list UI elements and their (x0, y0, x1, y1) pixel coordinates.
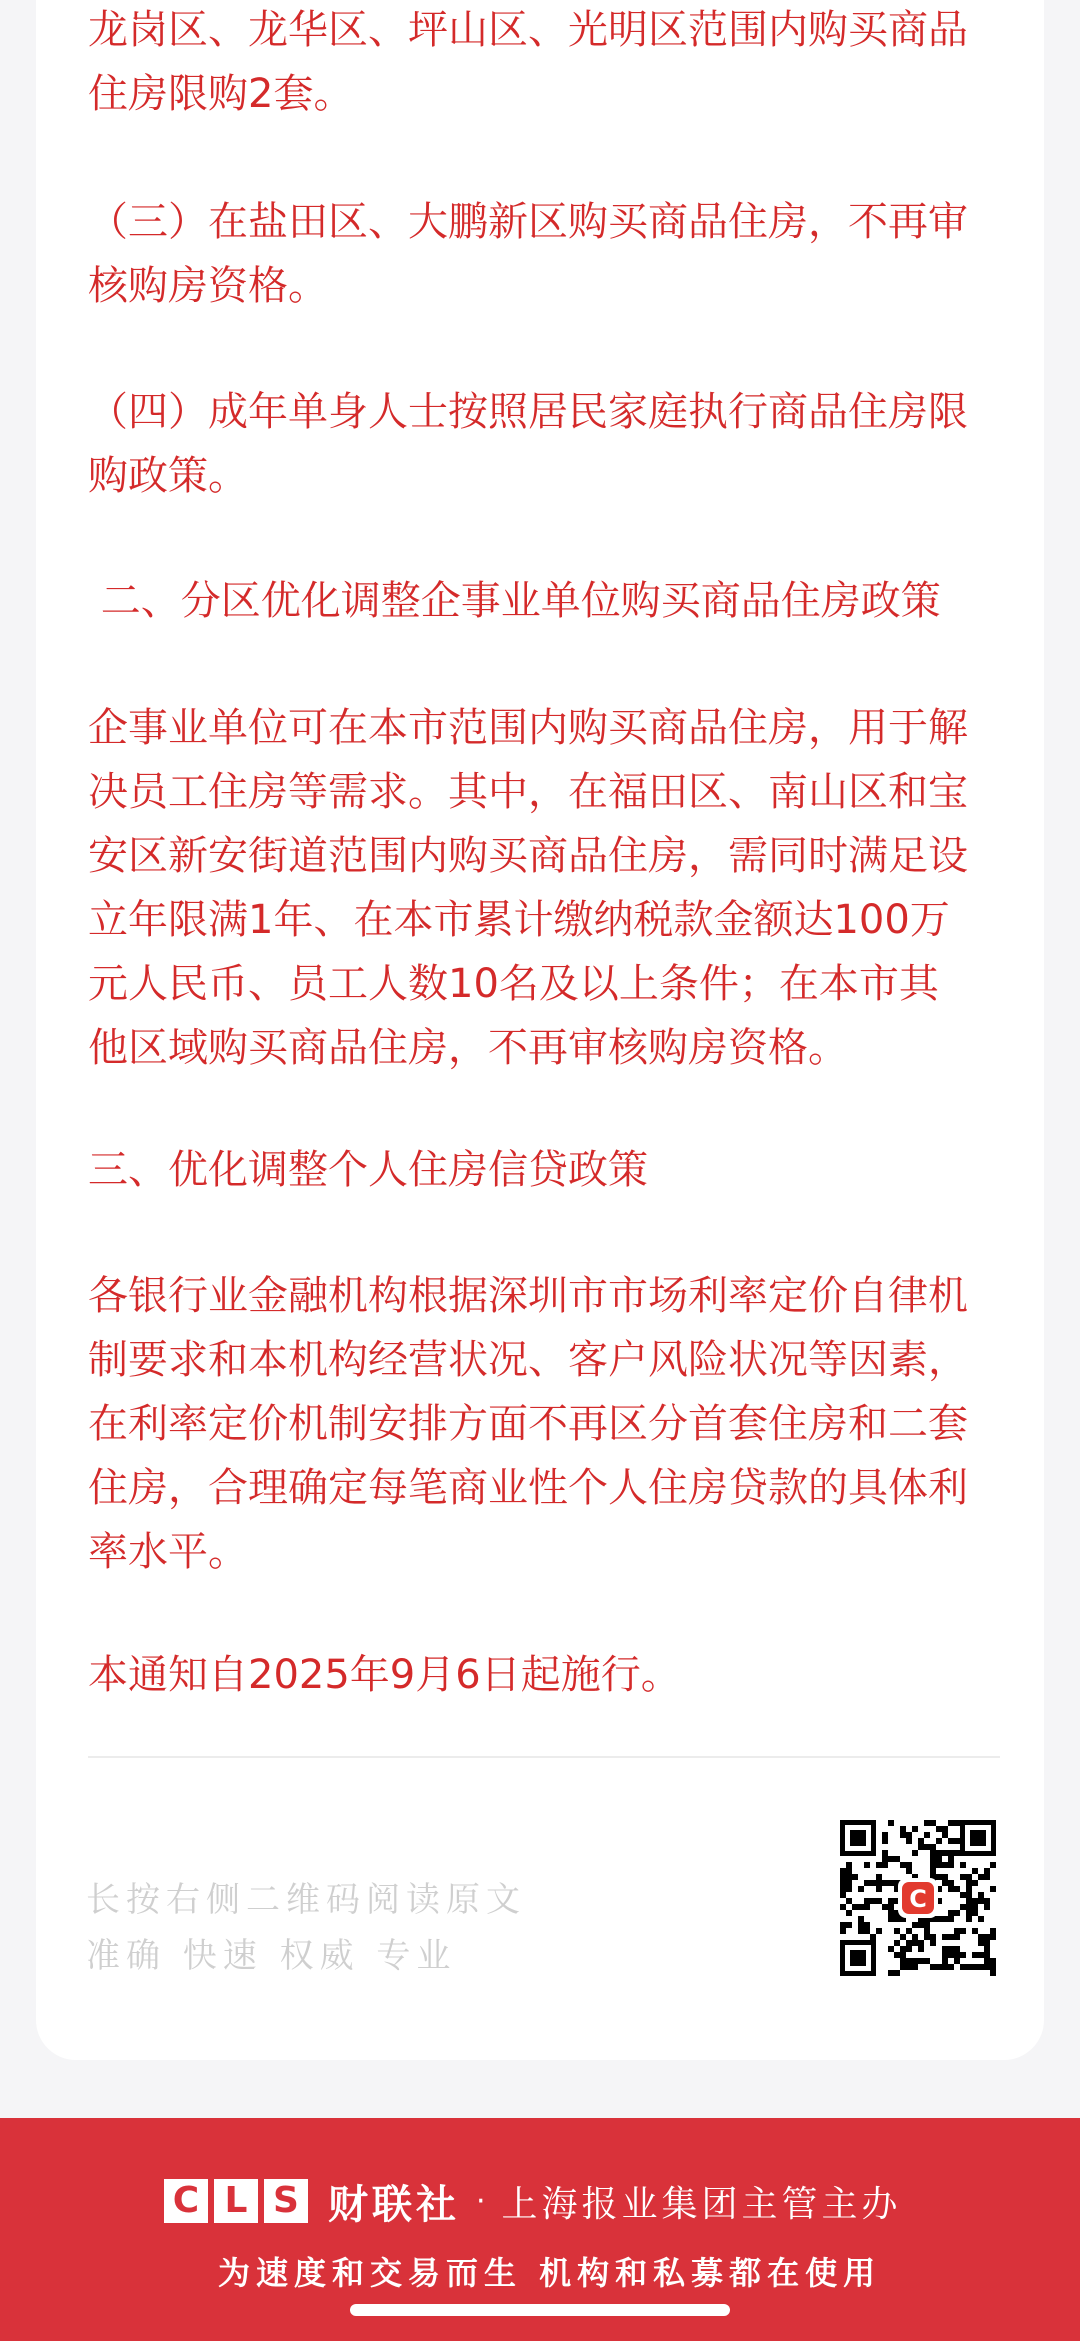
qr-module (906, 1838, 912, 1844)
qr-module (942, 1952, 948, 1958)
qr-module (966, 1880, 972, 1886)
qr-module (942, 1958, 948, 1964)
qr-module (972, 1910, 978, 1916)
qr-module (840, 1874, 846, 1880)
qr-module (882, 1832, 888, 1838)
qr-module (924, 1922, 930, 1928)
qr-module (948, 1886, 954, 1892)
qr-module (900, 1952, 906, 1958)
qr-module (972, 1928, 978, 1934)
qr-module (888, 1970, 894, 1976)
qr-module (906, 1832, 912, 1838)
qr-module (864, 1928, 870, 1934)
qr-module (858, 1922, 864, 1928)
qr-module (936, 1850, 942, 1856)
qr-module (942, 1880, 948, 1886)
qr-module (918, 1844, 924, 1850)
qr-module (912, 1958, 918, 1964)
qr-code-graphic (840, 1820, 996, 1976)
qr-module (888, 1946, 894, 1952)
cls-logo (164, 2179, 308, 2223)
qr-module (876, 1862, 882, 1868)
qr-module (984, 1952, 990, 1958)
qr-module (900, 1964, 906, 1970)
qr-module (900, 1832, 906, 1838)
qr-module (876, 1886, 882, 1892)
article-paragraph: （三）在盐田区、大鹏新区购买商品住房，不再审 核购房资格。 (88, 199, 968, 309)
home-indicator[interactable] (350, 2304, 730, 2316)
qr-module (960, 1964, 966, 1970)
qr-module (972, 1880, 978, 1886)
qr-module (882, 1904, 888, 1910)
qr-module (942, 1934, 948, 1940)
qr-module (978, 1892, 984, 1898)
qr-module (948, 1916, 954, 1922)
qr-module (972, 1952, 978, 1958)
qr-module (918, 1922, 924, 1928)
footer-divider (88, 1756, 1000, 1758)
qr-module (954, 1928, 960, 1934)
cls-logo-letter: S (264, 2179, 308, 2223)
qr-module (864, 1898, 870, 1904)
qr-module (960, 1952, 966, 1958)
qr-hint-text: 长按右侧二维码阅读原文 (86, 1880, 526, 1920)
article-paragraph: 企事业单位可在本市范围内购买商品住房，用于解 决员工住房等需求。其中，在福田区、南山区和宝 安区新安街道范围内购买商品住房，需同时满足设 立年限满1年、在本市累计缴纳税款金额达100万 元人民币、员工人数10名及以上条件；在本市其 他区域购买商品住房，不再审核购房资格。 (88, 705, 968, 1071)
qr-module (858, 1916, 864, 1922)
qr-module (978, 1874, 984, 1880)
qr-module (882, 1850, 888, 1856)
qr-module (840, 1868, 846, 1874)
qr-module (990, 1862, 996, 1868)
qr-module (984, 1946, 990, 1952)
qr-module (984, 1958, 990, 1964)
qr-module (924, 1844, 930, 1850)
qr-module (906, 1862, 912, 1868)
qr-module (960, 1904, 966, 1910)
qr-module (906, 1946, 912, 1952)
qr-module (930, 1820, 936, 1826)
qr-module (984, 1964, 990, 1970)
qr-module (948, 1952, 954, 1958)
qr-module (978, 1952, 984, 1958)
qr-module (846, 1886, 852, 1892)
cls-logo-letter: L (214, 2179, 258, 2223)
qr-module (972, 1898, 978, 1904)
qr-module (876, 1874, 882, 1880)
qr-module (912, 1964, 918, 1970)
qr-code-icon[interactable] (840, 1820, 996, 1976)
qr-module (906, 1928, 912, 1934)
qr-module (858, 1886, 864, 1892)
qr-module (984, 1904, 990, 1910)
qr-module (876, 1880, 882, 1886)
qr-module (888, 1904, 894, 1910)
qr-module (846, 1898, 852, 1904)
qr-module (918, 1940, 924, 1946)
qr-module (912, 1826, 918, 1832)
qr-module (846, 1880, 852, 1886)
qr-module (894, 1940, 900, 1946)
banner-slogan: 为速度和交易而生 机构和私募都在使用 (218, 2254, 882, 2292)
section-heading: 三、优化调整个人住房信贷政策 (88, 1147, 648, 1193)
qr-module (918, 1946, 924, 1952)
qr-module (990, 1886, 996, 1892)
qr-module (948, 1934, 954, 1940)
qr-module (984, 1868, 990, 1874)
qr-module (912, 1922, 918, 1928)
qr-module (984, 1898, 990, 1904)
qr-module (978, 1916, 984, 1922)
qr-module (840, 1880, 846, 1886)
qr-module (948, 1946, 954, 1952)
qr-module (936, 1916, 942, 1922)
qr-module (918, 1958, 924, 1964)
qr-module (984, 1934, 990, 1940)
qr-module (912, 1940, 918, 1946)
qr-module (966, 1916, 972, 1922)
qr-module (900, 1862, 906, 1868)
qr-module (930, 1868, 936, 1874)
qr-module (870, 1880, 876, 1886)
qr-module (906, 1964, 912, 1970)
qr-module (858, 1928, 864, 1934)
qr-module (948, 1820, 954, 1826)
qr-module (894, 1970, 900, 1976)
section-heading: 二、分区优化调整企事业单位购买商品住房政策 (88, 578, 941, 624)
qr-module (966, 1892, 972, 1898)
qr-module (948, 1910, 954, 1916)
qr-module (930, 1856, 936, 1862)
qr-module (936, 1964, 942, 1970)
qr-module (942, 1862, 948, 1868)
qr-module (924, 1820, 930, 1826)
qr-module (846, 1868, 852, 1874)
qr-module (972, 1868, 978, 1874)
qr-module (894, 1916, 900, 1922)
qr-module (864, 1880, 870, 1886)
qr-module (966, 1874, 972, 1880)
qr-module (906, 1868, 912, 1874)
qr-module (978, 1898, 984, 1904)
qr-module (984, 1874, 990, 1880)
qr-module (912, 1934, 918, 1940)
qr-module (888, 1820, 894, 1826)
qr-module (930, 1844, 936, 1850)
brand-organization: 上海报业集团主管主办 (501, 2183, 902, 2225)
brand-separator-dot: · (476, 2183, 486, 2219)
qr-module (924, 1928, 930, 1934)
qr-module (942, 1916, 948, 1922)
qr-module (990, 1970, 996, 1976)
qr-module (888, 1898, 894, 1904)
qr-module (942, 1832, 948, 1838)
qr-badge-letter: C (909, 1885, 927, 1913)
brand-row (164, 2174, 902, 2228)
qr-module (870, 1934, 876, 1940)
qr-module (936, 1856, 942, 1862)
qr-module (864, 1904, 870, 1910)
qr-module (948, 1862, 954, 1868)
qr-module (936, 1862, 942, 1868)
qr-module (882, 1838, 888, 1844)
qr-module (840, 1904, 846, 1910)
qr-module (972, 1904, 978, 1910)
qr-module (930, 1934, 936, 1940)
qr-module (840, 1892, 846, 1898)
qr-module (894, 1856, 900, 1862)
qr-module (990, 1964, 996, 1970)
qr-module (840, 1886, 846, 1892)
qr-module (960, 1862, 966, 1868)
qr-module (846, 1874, 852, 1880)
qr-module (978, 1940, 984, 1946)
qr-module (882, 1862, 888, 1868)
qr-module (894, 1952, 900, 1958)
qr-module (864, 1922, 870, 1928)
qr-module (846, 1922, 852, 1928)
qr-module (840, 1928, 846, 1934)
qr-module (912, 1850, 918, 1856)
qr-module (888, 1916, 894, 1922)
qr-module (888, 1856, 894, 1862)
qr-module (966, 1904, 972, 1910)
qr-module (948, 1850, 954, 1856)
qr-module (924, 1934, 930, 1940)
qr-module (894, 1928, 900, 1934)
qr-module (972, 1964, 978, 1970)
tagline-text: 准确 快速 权威 专业 (86, 1936, 457, 1976)
qr-module (924, 1832, 930, 1838)
qr-module (906, 1958, 912, 1964)
qr-module (852, 1874, 858, 1880)
qr-module (978, 1934, 984, 1940)
qr-module (966, 1898, 972, 1904)
qr-module (864, 1862, 870, 1868)
qr-module (936, 1838, 942, 1844)
qr-module (930, 1964, 936, 1970)
qr-module (846, 1862, 852, 1868)
qr-module (918, 1838, 924, 1844)
qr-module (948, 1856, 954, 1862)
qr-module (954, 1946, 960, 1952)
qr-module (948, 1838, 954, 1844)
qr-module (858, 1904, 864, 1910)
qr-module (882, 1856, 888, 1862)
qr-module (900, 1946, 906, 1952)
qr-module (876, 1898, 882, 1904)
qr-module (906, 1940, 912, 1946)
article-paragraph: 本通知自2025年9月6日起施行。 (88, 1652, 681, 1698)
qr-module (966, 1910, 972, 1916)
qr-module (882, 1880, 888, 1886)
qr-module (942, 1874, 948, 1880)
qr-module (954, 1952, 960, 1958)
qr-module (924, 1958, 930, 1964)
qr-module (960, 1928, 966, 1934)
qr-module (846, 1910, 852, 1916)
qr-module (960, 1874, 966, 1880)
qr-module (900, 1934, 906, 1940)
qr-module (966, 1964, 972, 1970)
qr-module (954, 1838, 960, 1844)
qr-module (954, 1886, 960, 1892)
qr-module (936, 1874, 942, 1880)
qr-module (840, 1922, 846, 1928)
cls-logo-letter: C (164, 2179, 208, 2223)
qr-module (984, 1940, 990, 1946)
qr-module (870, 1898, 876, 1904)
qr-module (990, 1958, 996, 1964)
qr-module (936, 1826, 942, 1832)
qr-module (960, 1892, 966, 1898)
qr-module (954, 1934, 960, 1940)
qr-module (930, 1850, 936, 1856)
qr-module (888, 1880, 894, 1886)
brand-name: 财联社 (328, 2181, 460, 2228)
qr-module (942, 1826, 948, 1832)
qr-module (930, 1940, 936, 1946)
qr-module (954, 1850, 960, 1856)
qr-module (942, 1946, 948, 1952)
qr-module (966, 1886, 972, 1892)
qr-module (942, 1964, 948, 1970)
article-paragraph: （四）成年单身人士按照居民家庭执行商品住房限 购政策。 (88, 389, 968, 499)
qr-module (942, 1850, 948, 1856)
qr-module (954, 1910, 960, 1916)
qr-module (900, 1826, 906, 1832)
qr-module (990, 1928, 996, 1934)
qr-module (852, 1904, 858, 1910)
qr-module (954, 1820, 960, 1826)
qr-module (948, 1964, 954, 1970)
article-paragraph: 龙岗区、龙华区、坪山区、光明区范围内购买商品 住房限购2套。 (88, 7, 968, 117)
qr-module (948, 1880, 954, 1886)
qr-module (900, 1958, 906, 1964)
qr-module (978, 1964, 984, 1970)
qr-module (876, 1928, 882, 1934)
qr-module (990, 1934, 996, 1940)
qr-module (930, 1862, 936, 1868)
qr-module (888, 1910, 894, 1916)
qr-module (954, 1958, 960, 1964)
article-paragraph: 各银行业金融机构根据深圳市市场利率定价自律机 制要求和本机构经营状况、客户风险状况等因素， 在利率定价机制安排方面不再区分首套住房和二套 住房，合理确定每笔商业性个人住房贷款的具体利 率水平。 (88, 1273, 968, 1575)
